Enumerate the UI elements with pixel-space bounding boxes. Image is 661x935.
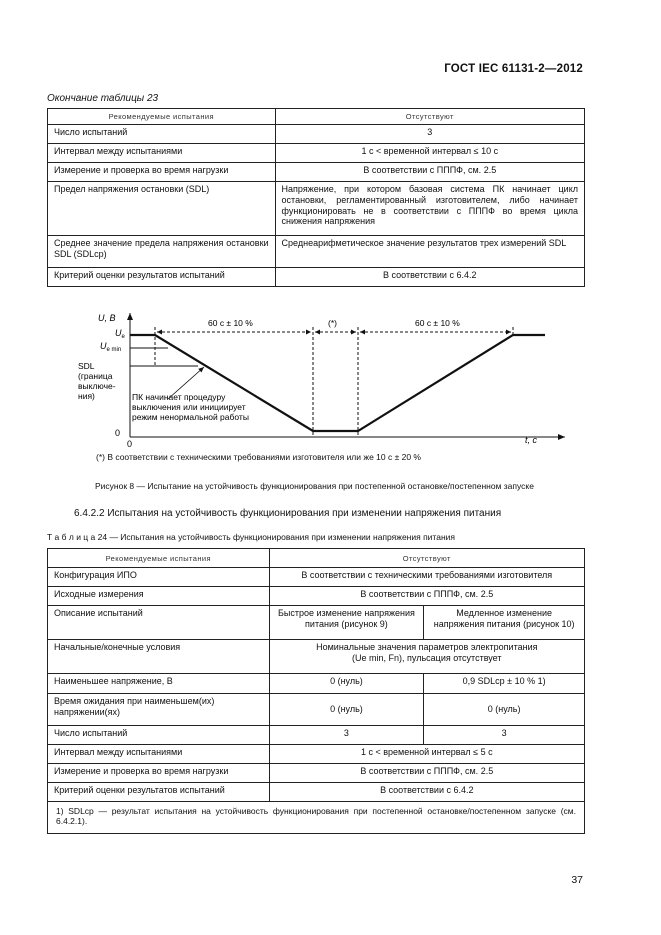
zero-y-label: 0 [115,428,121,438]
table23-row-label: Интервал между испытаниями [48,144,276,163]
table23-caption: Окончание таблицы 23 [47,93,159,104]
cond-value-line1: Номинальные значения параметров электропитания [316,642,538,652]
figure8-footnote: (*) В соответствии с техническими требованиями изготовителя или же 10 с ± 20 % [96,452,421,462]
table24-row-label: Наименьшее напряжение, В [48,674,270,694]
figure8-diagram [60,305,580,470]
table24-row-label: Описание испытаний [48,606,270,640]
section-title: 6.4.2.2 Испытания на устойчивость функционирования при изменении напряжения питания [74,508,502,519]
table23-header-right: Отсутствуют [275,109,584,125]
annotation-line-3: режим ненормальной работы [132,412,249,422]
table24-caption: Т а б л и ц а 24 — Испытания на устойчивость функционирования при изменении напряжения питания [47,532,456,542]
table24-header-right: Отсутствуют [269,549,584,568]
table23-row-value: Напряжение, при котором базовая система ПК начинает цикл остановки, регламентированный изготовителем, либо начинает функционировать не в соответствии с ПППФ во время цикла снижения напряжения [275,182,584,236]
sdl-label-1: SDL [78,361,95,371]
sdl-label-3: выключе- [78,381,116,391]
table24-fast-cell: 0 (нуль) [269,674,424,694]
table24-row-label: Интервал между испытаниями [48,745,270,764]
table24-footnote: 1) SDLср — результат испытания на устойчивость функционирования при постепенной остановке/постепенном запуске (см. 6.4.2.1). [48,802,585,834]
interval-star-label: (*) [328,318,337,328]
table23 [47,108,585,287]
table24-fast-cell: Быстрое изменение напряжения питания (рисунок 9) [269,606,424,640]
document-header: ГОСТ IEC 61131-2—2012 [444,63,583,75]
table23-row-value: В соответствии с ПППФ, см. 2.5 [275,163,584,182]
interval2-label: 60 с ± 10 % [415,318,460,328]
uemin-label: $U_{e min}$ [100,341,122,353]
x-axis-label: t, с [525,435,538,445]
page-number: 37 [571,874,583,886]
table24-row-label: Критерий оценки результатов испытаний [48,783,270,802]
table23-row-label: Среднее значение предела напряжения остановки SDL (SDLср) [48,236,276,268]
sdl-label-2: (граница [78,371,113,381]
y-axis-label: U, В [98,313,116,323]
figure8-caption: Рисунок 8 — Испытание на устойчивость функционирования при постепенной остановке/постепенном запуске [95,481,534,491]
cond-value-line2: (Ue min, Fn), пульсация отсутствует [352,652,502,663]
table24-header-left: Рекомендуемые испытания [48,549,270,568]
table24-slow-cell: Медленное изменение напряжения питания (рисунок 10) [424,606,585,640]
table24 [47,548,585,834]
table24-row-label: Начальные/конечные условия [48,640,270,674]
table24-row-value: В соответствии с ПППФ, см. 2.5 [269,764,584,783]
table24-row-label: Измерение и проверка во время нагрузки [48,764,270,783]
table24-row-value: В соответствии с техническими требованиями изготовителя [269,568,584,587]
table23-row-value: 3 [275,125,584,144]
ue-label: $U_e$ [115,328,125,340]
table23-row-value: В соответствии с 6.4.2 [275,268,584,287]
table24-row-value: В соответствии с 6.4.2 [269,783,584,802]
table24-row-value [269,640,584,674]
table24-row-label: Конфигурация ИПО [48,568,270,587]
table24-row-label: Время ожидания при наименьшем(их) напряжении(ях) [48,694,270,726]
annotation-line-1: ПК начинает процедуру [132,392,226,402]
table24-fast-cell: 3 [269,726,424,745]
annotation-line-2: выключения или инициирует [132,402,246,412]
table23-row-label: Критерий оценки результатов испытаний [48,268,276,287]
sdl-label-4: ния) [78,391,95,401]
table24-row-label: Число испытаний [48,726,270,745]
table23-row-value: Среднеарифметическое значение результатов трех измерений SDL [275,236,584,268]
table24-fast-cell: 0 (нуль) [269,694,424,726]
table23-row-label: Число испытаний [48,125,276,144]
table23-row-label: Измерение и проверка во время нагрузки [48,163,276,182]
table24-slow-cell: 3 [424,726,585,745]
table23-header-left: Рекомендуемые испытания [48,109,276,125]
table23-row-value: 1 с < временной интервал ≤ 10 с [275,144,584,163]
table24-row-label: Исходные измерения [48,587,270,606]
table23-row-label: Предел напряжения остановки (SDL) [48,182,276,236]
table24-row-value: В соответствии с ПППФ, см. 2.5 [269,587,584,606]
table24-slow-cell: 0 (нуль) [424,694,585,726]
interval1-label: 60 с ± 10 % [208,318,253,328]
zero-x-label: 0 [127,439,133,449]
table24-slow-cell: 0,9 SDLср ± 10 % 1) [424,674,585,694]
table24-row-value: 1 с < временной интервал ≤ 5 с [269,745,584,764]
